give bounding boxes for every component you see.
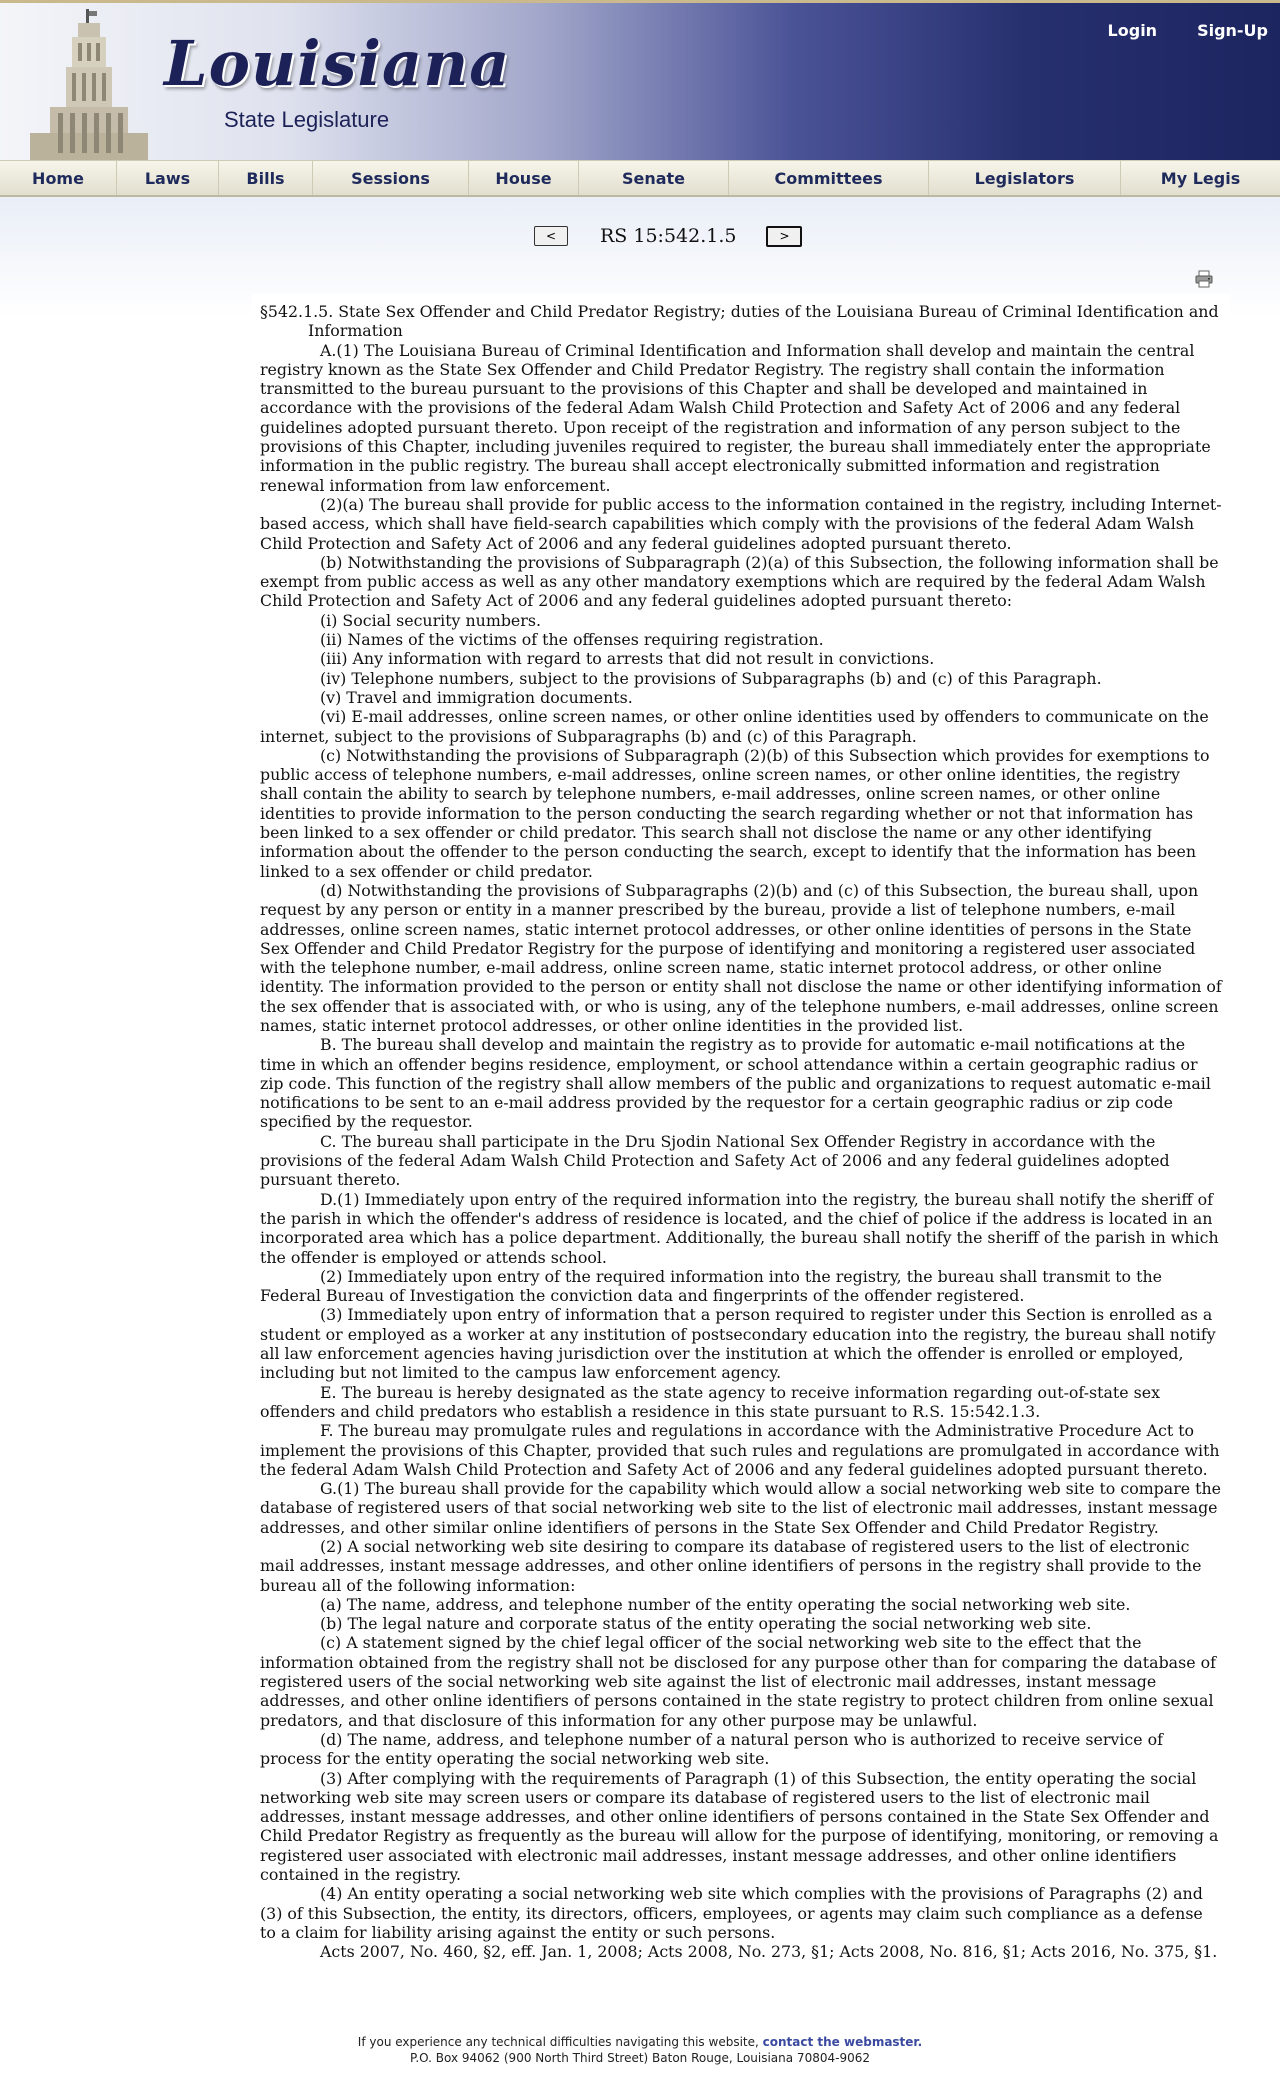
paragraph: (d) Notwithstanding the provisions of Subparagraphs (2)(b) and (c) of this Subsection, the bureau shall, upon request by any person or entity in a manner prescribed by the bureau, provide a list of telephone numbers, e-mail addresses, online screen names, static internet protocol addresses, or other online identities of persons in the State Sex Offender and Child Predator Registry for the purpose of identifying and monitoring a registered user associated with the telephone number, e-mail address, online screen name, static internet protocol address, or other online identity. The information provided to the person or entity shall not disclose the name or other identifying information of the sex offender that is associated with, or who is using, any of the telephone numbers, e-mail addresses, online screen names, static internet protocol addresses, or other online identities in the provided list. [260, 880, 1222, 1035]
login-link[interactable]: Login [1107, 21, 1158, 40]
printer-icon[interactable] [1195, 270, 1213, 288]
nav-item-senate[interactable]: Senate [579, 161, 729, 195]
account-links [1108, 21, 1268, 40]
nav-item-committees[interactable]: Committees [729, 161, 929, 195]
paragraph: (b) The legal nature and corporate status of the entity operating the social networking web site. [320, 1614, 1092, 1634]
site-footer [0, 2034, 1280, 2066]
logo-title: Louisiana [164, 27, 511, 100]
paragraph: (iv) Telephone numbers, subject to the provisions of Subparagraphs (b) and (c) of this Paragraph. [320, 668, 1102, 688]
nav-item-my-legis[interactable]: My Legis [1160, 168, 1241, 188]
main-nav [0, 160, 1280, 197]
statute-title: RS 15:542.1.5 [600, 225, 737, 247]
statute-navigator [534, 225, 802, 247]
history-note: Acts 2007, No. 460, §2, eff. Jan. 1, 2008; Acts 2008, No. 273, §1; Acts 2008, No. 816, §1; Acts 2016, No. 375, §1. [320, 1942, 1218, 1962]
statute-text [252, 294, 1230, 1966]
paragraph: (2)(a) The bureau shall provide for public access to the information contained in the registry, including Internet-based access, which shall have field-search capabilities which comply with the provisions of the federal Adam Walsh Child Protection and Safety Act of 2006 and any federal guidelines adopted pursuant thereto. [260, 494, 1222, 553]
nav-item-bills[interactable]: Bills [219, 161, 313, 195]
paragraph: (a) The name, address, and telephone number of the entity operating the social networking web site. [320, 1594, 1131, 1614]
nav-item-sessions[interactable]: Sessions [313, 161, 469, 195]
paragraph: (vi) E-mail addresses, online screen names, or other online identities used by offenders to communicate on the internet, subject to the provisions of Subparagraphs (b) and (c) of this Paragraph. [260, 707, 1209, 746]
paragraph: (3) Immediately upon entry of information that a person required to register under this Section is enrolled as a student or employed as a worker at any institution of postsecondary education into the registry, the bureau shall notify all law enforcement agencies having jurisdiction over the institution at which the offender is enrolled or employed, including but not limited to the campus law enforcement agency. [260, 1305, 1216, 1383]
site-header [0, 0, 1280, 160]
paragraph: (2) Immediately upon entry of the required information into the registry, the bureau shall transmit to the Federal Bureau of Investigation the conviction data and fingerprints of the offender registered. [260, 1266, 1162, 1306]
paragraph: (b) Notwithstanding the provisions of Subparagraph (2)(a) of this Subsection, the following information shall be exempt from public access as well as any other mandatory exemptions which are required by the federal Adam Walsh Child Protection and Safety Act of 2006 and any federal guidelines adopted pursuant thereto: [260, 552, 1219, 611]
previous-statute-button[interactable]: < [534, 226, 568, 246]
signup-link[interactable]: Sign-Up [1197, 21, 1268, 40]
paragraph: (c) Notwithstanding the provisions of Subparagraph (2)(b) of this Subsection which provides for exemptions to public access of telephone numbers, e-mail addresses, online screen names, or other online identities, the registry shall contain the ability to search by telephone numbers, e-mail addresses, online screen names, or other online identities to provide information to the person conducting the search regarding whether or not that information has been linked to a sex offender or child predator. This search shall not disclose the name or any other identifying information about the offender to the person conducting the search, except to identify that the information has been linked to a sex offender or child predator. [260, 745, 1210, 881]
capitol-building-icon [30, 9, 168, 160]
paragraph: B. The bureau shall develop and maintain the registry as to provide for automatic e-mail notifications at the time in which an offender begins residence, employment, or school attendance within a certain geographic radius or zip code. This function of the registry shall allow members of the public and organizations to request automatic e-mail notifications to be sent to an e-mail address provided by the requestor for a certain geographic radius or zip code specified by the requestor. [260, 1035, 1211, 1132]
nav-item-home[interactable]: Home [0, 161, 117, 195]
next-statute-button[interactable]: > [766, 226, 802, 247]
paragraph: C. The bureau shall participate in the Dru Sjodin National Sex Offender Registry in accordance with the provisions of the federal Adam Walsh Child Protection and Safety Act of 2006 and any federal guidelines adopted pursuant thereto. [260, 1131, 1170, 1190]
paragraph: (c) A statement signed by the chief legal officer of the social networking web site to the effect that the information obtained from the registry shall not be disclosed for any purpose other than for comparing the database of registered users of the social networking web site against the list of electronic mail addresses, instant message addresses, and other online identifiers of persons contained in the state registry to protect children from online sexual predators, and that disclosure of this information for any other purpose may be unlawful. [260, 1633, 1216, 1730]
paragraph: D.(1) Immediately upon entry of the required information into the registry, the bureau shall notify the sheriff of the parish in which the offender's address of residence is located, and the chief of police if the address is located in an incorporated area which has a police department. Additionally, the bureau shall notify the sheriff of the parish in which the offender is employed or attends school. [260, 1189, 1219, 1267]
footer-help-text: If you experience any technical difficulties navigating this website, [357, 2035, 759, 2049]
footer-line-1 [0, 2034, 1280, 2050]
paragraph: F. The bureau may promulgate rules and regulations in accordance with the Administrative Procedure Act to implement the provisions of this Chapter, provided that such rules and regulations are promulgated in accordance with the federal Adam Walsh Child Protection and Safety Act of 2006 and any federal guidelines adopted pursuant thereto. [260, 1421, 1220, 1479]
paragraph: A.(1) The Louisiana Bureau of Criminal Identification and Information shall develop and maintain the central registry known as the State Sex Offender and Child Predator Registry. The registry shall contain the information transmitted to the bureau pursuant to the provisions of this Chapter and shall be developed and maintained in accordance with the provisions of the federal Adam Walsh Child Protection and Safety Act of 2006 and any federal guidelines adopted pursuant thereto. Upon receipt of the registration and information of any person subject to the provisions of this Chapter, including juveniles required to register, the bureau shall immediately enter the appropriate information in the public registry. The bureau shall accept electronically submitted information and registration renewal information from law enforcement. [260, 340, 1211, 495]
paragraph: (4) An entity operating a social networking web site which complies with the provisions of Paragraphs (2) and (3) of this Subsection, the entity, its directors, officers, employees, or agents may claim such compliance as a defense to a claim for liability arising against the entity or such persons. [260, 1884, 1203, 1942]
paragraph: (i) Social security numbers. [320, 610, 541, 630]
paragraph: G.(1) The bureau shall provide for the capability which would allow a social networking web site to compare the database of registered users of that social networking web site to the list of electronic mail addresses, instant message addresses, and other similar online identifiers of persons in the State Sex Offender and Child Predator Registry. [260, 1479, 1222, 1537]
paragraph: (v) Travel and immigration documents. [320, 687, 633, 707]
paragraph: (d) The name, address, and telephone number of a natural person who is authorized to receive service of process for the entity operating the social networking web site. [260, 1729, 1163, 1769]
paragraph: E. The bureau is hereby designated as the state agency to receive information regarding out-of-state sex offenders and child predators who establish a residence in this state pursuant to R.S. 15:542.1.3. [260, 1382, 1161, 1421]
nav-item-laws[interactable]: Laws [117, 161, 219, 195]
logo-subtitle: State Legislature [224, 107, 390, 132]
section-heading: §542.1.5. State Sex Offender and Child Predator Registry; duties of the Louisiana Bureau of Criminal Identification and Information [260, 302, 1219, 341]
paragraph: (3) After complying with the requirements of Paragraph (1) of this Subsection, the entity operating the social networking web site may screen users or compare its database of registered users to the list of electronic mail addresses, instant message addresses, and other online identifiers of persons contained in the State Sex Offender and Child Predator Registry as frequently as the bureau will allow for the purpose of identifying, monitoring, or removing a registered user associated with electronic mail addresses, instant message addresses, and other online identifiers contained in the registry. [260, 1768, 1219, 1885]
nav-item-legislators[interactable]: Legislators [929, 161, 1121, 195]
paragraph: (2) A social networking web site desiring to compare its database of registered users to the list of electronic mail addresses, instant message addresses, and other online identifiers of persons in the registry shall provide to the bureau all of the following information: [260, 1537, 1202, 1595]
contact-webmaster-link[interactable]: contact the webmaster. [762, 2035, 923, 2049]
footer-address: P.O. Box 94062 (900 North Third Street) Baton Rouge, Louisiana 70804-9062 [410, 2051, 870, 2065]
paragraph: (ii) Names of the victims of the offenses requiring registration. [320, 630, 824, 650]
nav-item-house[interactable]: House [469, 161, 579, 195]
paragraph: (iii) Any information with regard to arrests that did not result in convictions. [320, 649, 935, 669]
